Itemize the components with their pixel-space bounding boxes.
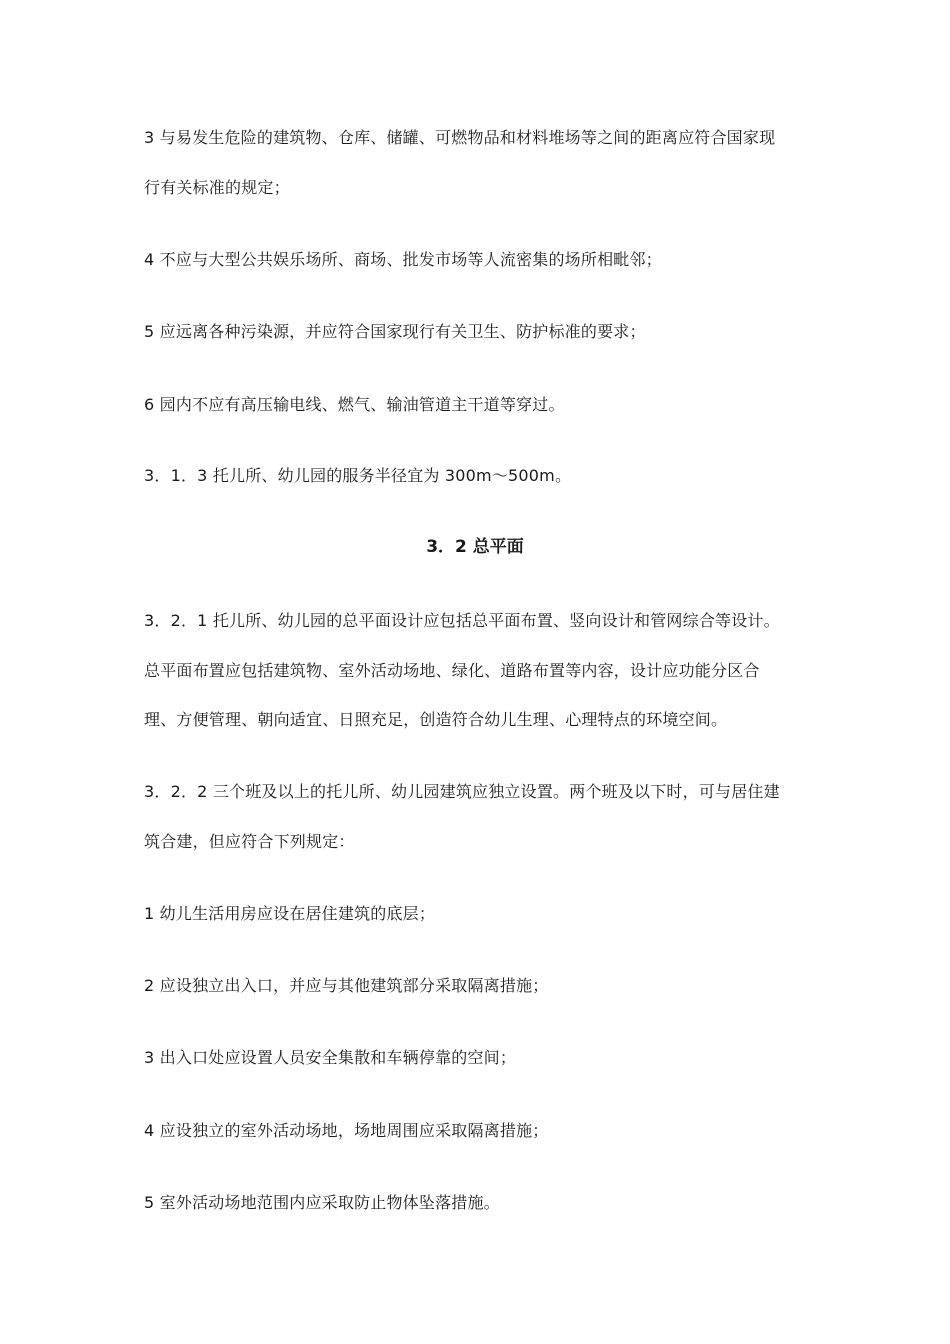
item-4: 4 不应与大型公共娱乐场所、商场、批发市场等人流密集的场所相毗邻； — [144, 250, 662, 269]
item-5: 5 应远离各种污染源，并应符合国家现行有关卫生、防护标准的要求； — [144, 322, 646, 341]
rule-1: 1 幼儿生活用房应设在居住建筑的底层； — [144, 904, 436, 923]
clause-3-2-2-line-1: 3．2．2 三个班及以上的托儿所、幼儿园建筑应独立设置。两个班及以下时，可与居住建 — [144, 782, 780, 801]
item-3-line-1: 3 与易发生危险的建筑物、仓库、储罐、可燃物品和材料堆场等之间的距离应符合国家现 — [144, 128, 776, 147]
clause-3-2-1-line-2: 总平面布置应包括建筑物、室外活动场地、绿化、道路布置等内容，设计应功能分区合 — [144, 661, 760, 680]
section-heading: 3．2 总平面 — [426, 537, 524, 557]
clause-3-2-1-line-1: 3．2．1 托儿所、幼儿园的总平面设计应包括总平面布置、竖向设计和管网综合等设计。 — [144, 611, 780, 630]
clause-3-1-3: 3．1．3 托儿所、幼儿园的服务半径宜为 300m～500m。 — [144, 466, 572, 485]
rule-2: 2 应设独立出入口，并应与其他建筑部分采取隔离措施； — [144, 976, 549, 995]
item-3-line-2: 行有关标准的规定； — [144, 178, 290, 197]
rule-5: 5 室外活动场地范围内应采取防止物体坠落措施。 — [144, 1193, 500, 1212]
rule-4: 4 应设独立的室外活动场地，场地周围应采取隔离措施； — [144, 1121, 549, 1140]
clause-3-2-2-line-2: 筑合建，但应符合下列规定： — [144, 832, 355, 851]
clause-3-2-1-line-3: 理、方便管理、朝向适宜、日照充足，创造符合幼儿生理、心理特点的环境空间。 — [144, 710, 728, 729]
item-6: 6 园内不应有高压输电线、燃气、输油管道主干道等穿过。 — [144, 395, 565, 414]
rule-3: 3 出入口处应设置人员安全集散和车辆停靠的空间； — [144, 1048, 517, 1067]
